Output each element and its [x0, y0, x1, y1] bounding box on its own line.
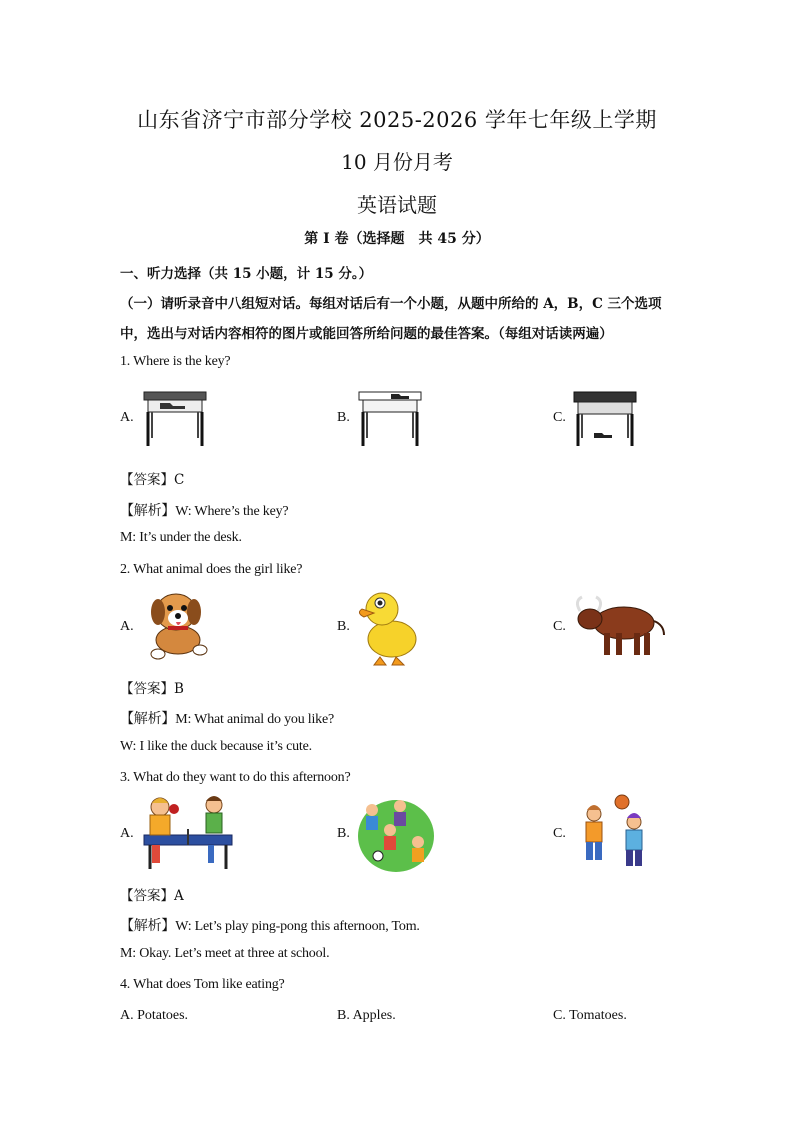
instruction-line: 中，选出与对话内容相符的图片或能回答所给问题的最佳答案。（每组对话读两遍） — [120, 326, 613, 342]
dog-icon — [142, 586, 216, 666]
ping-pong-icon — [140, 793, 240, 873]
analysis-2: 【解析】M: What animal do you like? — [120, 712, 335, 727]
answer-2: 【答案】B — [120, 681, 184, 697]
question-2: 2. What animal does the girl like? — [120, 562, 303, 577]
analysis-2-reply: W: I like the duck because it’s cute. — [120, 739, 312, 754]
desk-key-top-icon — [355, 388, 425, 448]
option-a-label: A. — [120, 410, 134, 425]
bull-icon — [572, 593, 666, 659]
question-1: 1. Where is the key? — [120, 354, 231, 369]
question-4: 4. What does Tom like eating? — [120, 977, 285, 992]
option-b: B. Apples. — [337, 1008, 396, 1023]
analysis-1: 【解析】W: Where’s the key? — [120, 504, 289, 519]
option-b-label: B. — [337, 619, 350, 634]
option-b-label: B. — [337, 826, 350, 841]
answer-3: 【答案】A — [120, 888, 184, 904]
answer-1: 【答案】C — [120, 472, 185, 488]
desk-key-on-icon — [140, 388, 210, 448]
option-a-label: A. — [120, 826, 134, 841]
option-c-label: C. — [553, 826, 566, 841]
desk-key-under-icon — [570, 388, 640, 448]
exam-title: 山东省济宁市部分学校 2025-2026 学年七年级上学期 — [137, 108, 657, 132]
option-b-label: B. — [337, 410, 350, 425]
duck-icon — [356, 585, 422, 667]
analysis-3: 【解析】W: Let’s play ping-pong this afternoon, Tom. — [120, 919, 420, 934]
question-3: 3. What do they want to do this afternoon? — [120, 770, 351, 785]
analysis-3-reply: M: Okay. Let’s meet at three at school. — [120, 946, 330, 961]
option-c-label: C. — [553, 619, 566, 634]
subject-title: 英语试题 — [357, 193, 437, 217]
basketball-icon — [572, 794, 652, 874]
exam-subtitle: 10 月份月考 — [341, 150, 453, 174]
volume-heading: 第 I 卷（选择题 共 45 分） — [304, 231, 490, 247]
instruction-line: （一）请听录音中八组短对话。每组对话后有一个小题，从题中所给的 A，B，C 三个选项 — [120, 296, 662, 312]
option-a-label: A. — [120, 619, 134, 634]
analysis-1-reply: M: It’s under the desk. — [120, 530, 242, 545]
option-c-label: C. — [553, 410, 566, 425]
section-heading: 一、听力选择（共 15 小题，计 15 分。） — [120, 266, 373, 282]
option-a: A. Potatoes. — [120, 1008, 189, 1023]
option-c: C. Tomatoes. — [553, 1008, 627, 1023]
soccer-icon — [356, 794, 436, 874]
